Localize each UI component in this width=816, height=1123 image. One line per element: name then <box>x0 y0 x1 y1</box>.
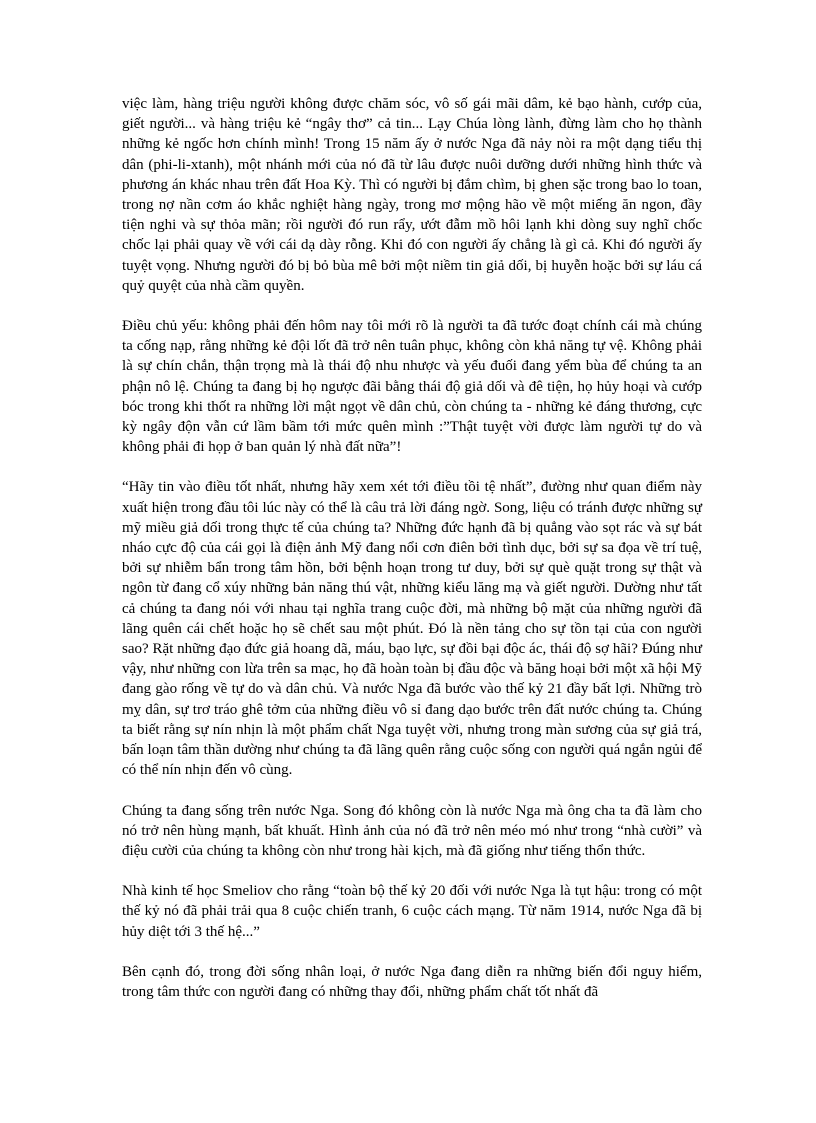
paragraph-2: Điều chủ yếu: không phải đến hôm nay tôi mới rõ là người ta đã tước đoạt chính cái mà chúng ta cống nạp, rằng những kẻ đội lốt đã trở nên tuân phục, không còn khả năng tự vệ. Không phải là sự chín chắn, thận trọng mà là thái độ nhu nhược và yếu đuối đang yểm bùa để chúng ta an phận nô lệ. Chúng ta đang bị họ ngược đãi bằng thái độ giả dối và đê tiện, họ hủy hoại và cướp bóc trong khi thốt ra những lời mật ngọt về dân chủ, còn chúng ta - những kẻ đáng thương, cực kỳ ngây độn vẫn cứ lầm bầm tới mức quên mình :”Thật tuyệt vời được làm người tự do và không phải đi họp ở ban quản lý nhà đất nữa”! <box>122 318 702 456</box>
paragraph-4: Chúng ta đang sống trên nước Nga. Song đó không còn là nước Nga mà ông cha ta đã làm cho nó trở nên hùng mạnh, bất khuất. Hình ảnh của nó đã trở nên méo mó như trong “nhà cười” và điệu cười của chúng ta không còn như trong hài kịch, mà đã giống như tiếng thổn thức. <box>122 802 702 859</box>
document-page <box>122 94 702 1022</box>
paragraph-6: Bên cạnh đó, trong đời sống nhân loại, ở nước Nga đang diễn ra những biến đổi nguy hiểm, trong tâm thức con người đang có những thay đổi, những phẩm chất tốt nhất đã <box>122 963 702 1000</box>
paragraph-5: Nhà kinh tế học Smeliov cho rằng “toàn bộ thế kỷ 20 đối với nước Nga là tụt hậu: trong có một thế kỷ nó đã phải trải qua 8 cuộc chiến tranh, 6 cuộc cách mạng. Từ năm 1914, nước Nga đã bị hủy diệt tới 3 thế hệ...” <box>122 883 702 940</box>
paragraph-3: “Hãy tin vào điều tốt nhất, nhưng hãy xem xét tới điều tồi tệ nhất”, đường như quan điểm này xuất hiện trong đầu tôi lúc này có thể là câu trả lời đáng ngờ. Song, liệu có tránh được những sự mỹ miều giả dối trong thực tế của chúng ta? Những đức hạnh đã bị quẳng vào sọt rác và sự bát nháo cực độ của cái gọi là điện ảnh Mỹ đang nổi cơn điên bởi tình dục, bởi sự sa đọa về trí tuệ, bởi sự nhiễm bẩn trong tâm hồn, bởi bệnh hoạn trong tư duy, bởi sự què quặt trong sự thật và ngôn từ đang cổ xúy những bản năng thú vật, những kiểu lăng mạ và giết người. Dường như tất cả chúng ta đang nói với nhau tại nghĩa trang cuộc đời, mà những bộ mặt của những người đã lãng quên cái chết hoặc họ sẽ chết sau một phút. Đó là nền tảng cho sự tồn tại của con người sao? Rặt những đạo đức giả hoang dã, máu, bạo lực, sự đồi bại độc ác, thái độ sợ hãi? Đúng như vậy, như những con lừa trên sa mạc, họ đã hoàn toàn bị đầu độc và băng hoại bởi một xã hội Mỹ đang gào rống về tự do và dân chủ. Và nước Nga đã bước vào thế kỷ 21 đầy bất lợi. Những trò mỵ dân, sự trơ tráo ghê tởm của những điều vô sỉ đang dạo bước trên đất nước chúng ta. Chúng ta biết rằng sự nín nhịn là một phẩm chất Nga tuyệt vời, nhưng trong màn sương của sự giả trá, bấn loạn tâm thần dường như chúng ta đã lãng quên rằng cuộc sống con người quá ngắn ngủi để có thể nín nhịn đến vô cùng. <box>122 479 702 779</box>
paragraph-1: việc làm, hàng triệu người không được chăm sóc, vô số gái mãi dâm, kẻ bạo hành, cướp của, giết người... và hàng triệu kẻ “ngây thơ” cả tin... Lạy Chúa lòng lành, đừng làm cho họ thành những kẻ ngốc hơn chính mình! Trong 15 năm ấy ở nước Nga đã nảy nòi ra một dạng tiểu thị dân (phi-li-xtanh), một nhánh mới của nó đã từ lâu được nuôi dưỡng dưới những hình thức và phương án khác nhau trên đất Hoa Kỳ. Thì có người bị đắm chìm, bị ghen sặc trong bao lo toan, trong nợ nần cơm áo khắc nghiệt hàng ngày, trong mơ mộng hão về một miếng ăn ngon, đầy tiện nghi và sự thỏa mãn; rồi người đó run rẩy, ướt đẫm mồ hôi lạnh khi dòng suy nghĩ chốc chốc lại phải quay về với cái dạ dày rỗng. Khi đó con người ấy chẳng là gì cả. Khi đó người ấy tuyệt vọng. Nhưng người đó bị bỏ bùa mê bởi một niềm tin giả dối, bị huyễn hoặc bởi sự láu cá quỷ quyệt của nhà cầm quyền. <box>122 96 702 294</box>
